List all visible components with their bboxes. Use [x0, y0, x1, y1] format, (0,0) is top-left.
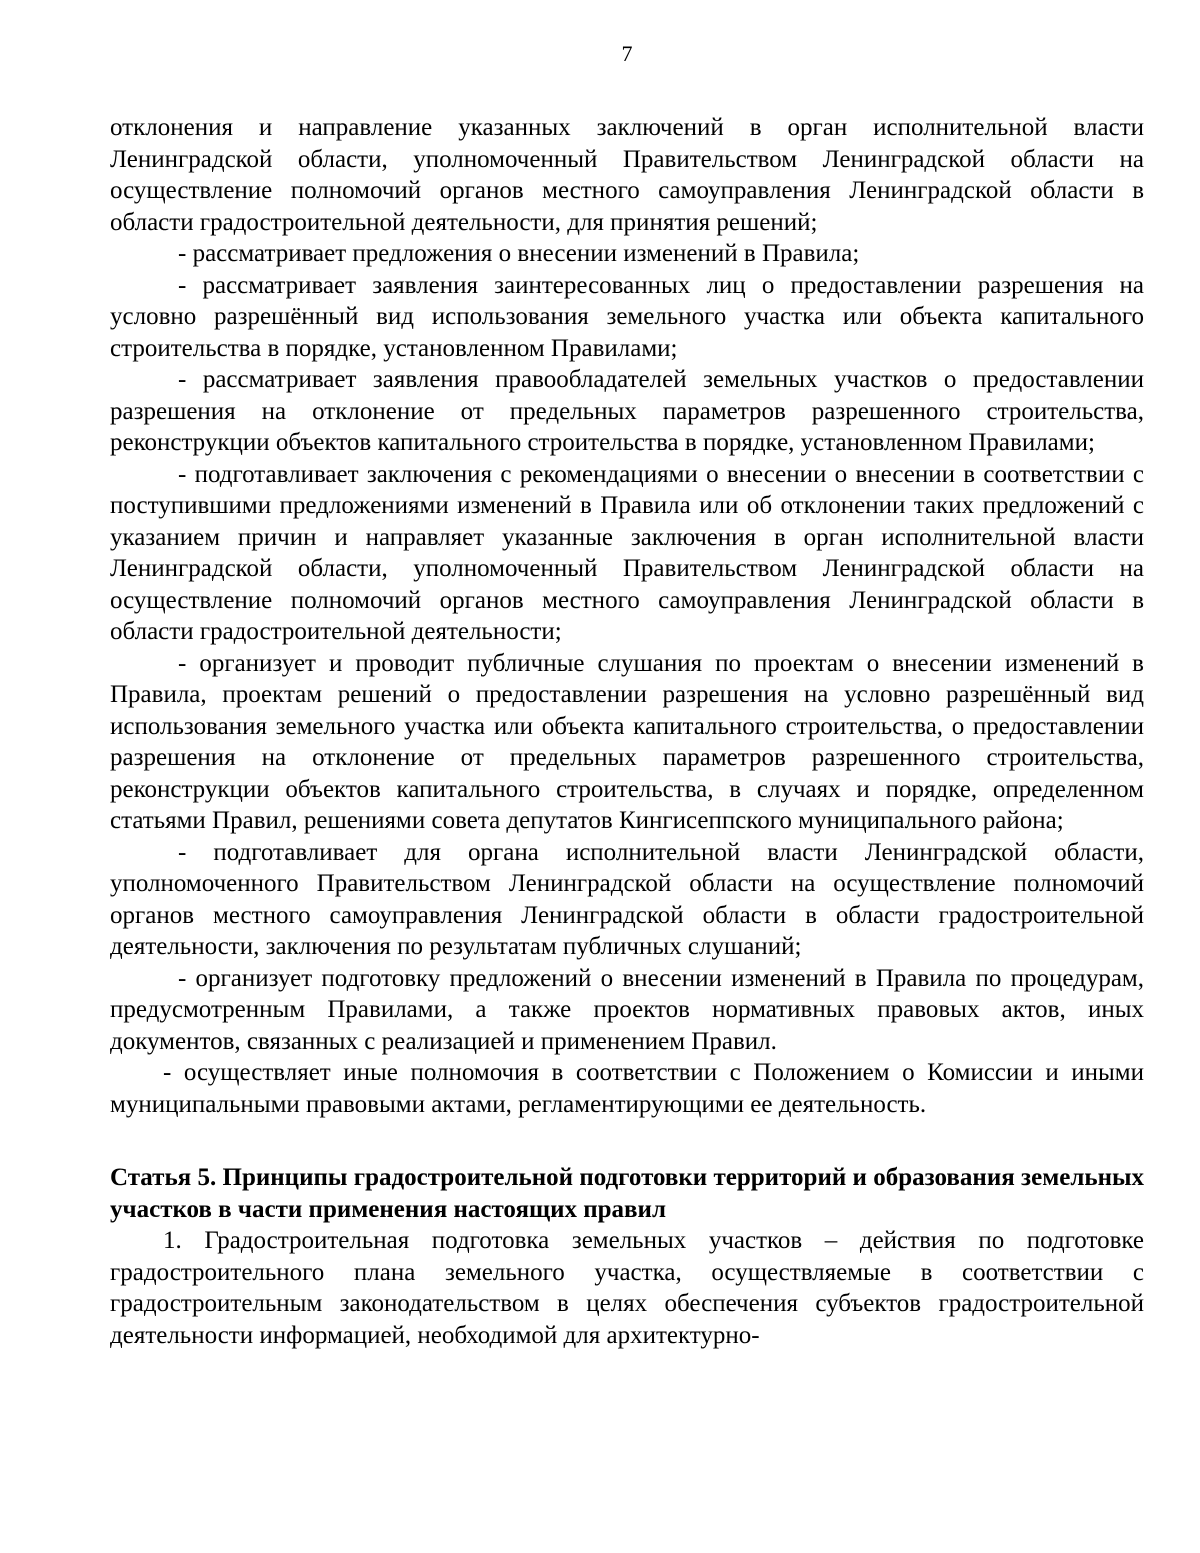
list-item-conditional-use: - рассматривает заявления заинтересованных лиц о предоставлении разрешения на условно разрешённый вид использования земельного участка или объекта капитального строительства в порядке, установленном Правилами;: [110, 271, 1144, 362]
paragraph-continuation: отклонения и направление указанных заключений в орган исполнительной власти Ленинградской области, уполномоченный Правительством Ленинградской области на осуществление полномочий органов местного самоуправления Ленинградской области в области градостроительной деятельности, для принятия решений;: [110, 114, 1144, 236]
article-heading: Статья 5. Принципы градостроительной подготовки территорий и образования земельных участков в части применения настоящих правил: [110, 1164, 1144, 1223]
document-body: [110, 112, 1144, 1351]
article-paragraph-1: 1. Градостроительная подготовка земельных участков – действия по подготовке градостроительного плана земельного участка, осуществляемые в соответствии с градостроительным законодательством в целях обеспечения субъектов градостроительной деятельности информацией, необходимой для архитектурно-: [110, 1227, 1144, 1349]
list-item-public-hearings: - организует и проводит публичные слушания по проектам о внесении изменений в Правила, проектам решений о предоставлении разрешения на условно разрешённый вид использования земельного участка или объекта капитального строительства, о предоставлении разрешения на отклонение от предельных параметров разрешенного строительства, реконструкции объектов капитального строительства, в случаях и порядке, определенном статьями Правил, решениями совета депутатов Кингисеппского муниципального района;: [110, 649, 1144, 834]
page-number: 7: [621, 41, 633, 66]
list-item-hearing-results: - подготавливает для органа исполнительной власти Ленинградской области, уполномоченного Правительством Ленинградской области на осуществление полномочий органов местного самоуправления Ленинградской области в области градостроительной деятельности, заключения по результатам публичных слушаний;: [110, 838, 1144, 960]
list-item-conclusions: - подготавливает заключения с рекомендациями о внесении о внесении в соответствии с поступившими предложениями изменений в Правила или об отклонении таких предложений с указанием причин и направляет указанные заключения в орган исполнительной власти Ленинградской области, уполномоченный Правительством Ленинградской области на осуществление полномочий органов местного самоуправления Ленинградской области в области градостроительной деятельности;: [110, 460, 1144, 645]
list-item-deviation: - рассматривает заявления правообладателей земельных участков о предоставлении разрешения на отклонение от предельных параметров разрешенного строительства, реконструкции объектов капитального строительства в порядке, установленном Правилами;: [110, 366, 1144, 456]
list-item-proposals: - рассматривает предложения о внесении изменений в Правила;: [178, 240, 860, 267]
list-item-other-powers: - осуществляет иные полномочия в соответствии с Положением о Комиссии и иными муниципальными правовыми актами, регламентирующими ее деятельность.: [110, 1059, 1144, 1118]
list-item-drafting: - организует подготовку предложений о внесении изменений в Правила по процедурам, предусмотренным Правилами, а также проектов нормативных правовых актов, иных документов, связанных с реализацией и применением Правил.: [110, 964, 1144, 1055]
